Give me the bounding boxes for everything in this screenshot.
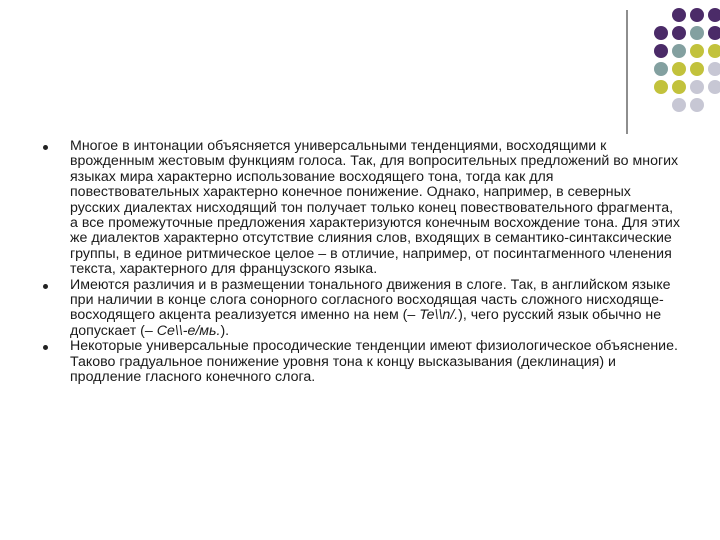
bullet-dot-icon <box>43 145 48 150</box>
decorative-dot <box>636 44 650 58</box>
decorative-dot <box>636 80 650 94</box>
decorative-dot <box>708 26 720 40</box>
paragraph-text: ). <box>220 322 230 339</box>
bullet-dot-icon <box>43 345 48 350</box>
paragraph-text: ), чего русский язык обычно не допускает (– <box>70 307 662 339</box>
decorative-dot <box>672 98 686 112</box>
decorative-dot <box>636 98 650 112</box>
bullet-dot-icon <box>43 284 48 289</box>
decorative-dot <box>690 8 704 22</box>
decorative-dot <box>708 80 720 94</box>
example-transcription: Ce\\-e/мь. <box>156 322 221 339</box>
decorative-dot <box>654 80 668 94</box>
decorative-dot <box>636 26 650 40</box>
decorative-dot <box>708 62 720 76</box>
paragraph-text: Имеются различия и в размещении тонального движения в слоге. Так, в английском языке при наличии в конце слога сонорного согласного восходящая часть сложного нисходяще-восходящего акцента реализуется именно на нем (– <box>70 276 671 324</box>
decorative-dot-grid <box>636 8 720 112</box>
decorative-dot <box>690 62 704 76</box>
decorative-dot <box>654 8 668 22</box>
decorative-dot <box>690 44 704 58</box>
decorative-dot <box>654 62 668 76</box>
example-transcription: Te\\n/. <box>419 307 459 324</box>
bullet-paragraph <box>40 278 680 340</box>
decorative-dot <box>708 8 720 22</box>
bullet-paragraph <box>40 339 680 385</box>
slide-body-text <box>40 139 680 386</box>
decorative-dot <box>636 8 650 22</box>
decorative-dot <box>672 62 686 76</box>
decorative-dot <box>690 98 704 112</box>
decorative-dot <box>672 8 686 22</box>
decorative-dot <box>690 26 704 40</box>
decorative-dot <box>672 44 686 58</box>
decorative-dot <box>654 26 668 40</box>
decorative-dot <box>708 98 720 112</box>
decorative-dot <box>636 62 650 76</box>
decorative-dot <box>654 98 668 112</box>
decorative-dot <box>672 26 686 40</box>
decorative-dot <box>708 44 720 58</box>
paragraph-text: Многое в интонации объясняется универсальными тенденциями, восходящими к врожденным жестовым функциям голоса. Так, для вопросительных предложений во многих языках мира характерно использование восходящего тона, тогда как для повествовательных характерно конечное понижение. Однако, например, в северных русских диалектах нисходящий тон получает только конец повествовательного фрагмента, а все промежуточные предложения характеризуются конечным восхождение тона. Для этих же диалектов характерно отсутствие слияния слов, входящих в семантико-синтаксические группы, в единое ритмическое целое – в отличие, например, от посинтагменного членения текста, характерного для французского языка. <box>70 138 680 278</box>
decorative-dot <box>672 80 686 94</box>
decorative-vertical-rule <box>626 10 628 134</box>
paragraph-text: Некоторые универсальные просодические тенденции имеют физиологическое объяснение. Таково градуальное понижение уровня тона к концу высказывания (деклинация) и продление гласного конечного слога. <box>70 338 678 386</box>
bullet-paragraph <box>40 139 680 278</box>
decorative-dot <box>654 44 668 58</box>
decorative-dot <box>690 80 704 94</box>
